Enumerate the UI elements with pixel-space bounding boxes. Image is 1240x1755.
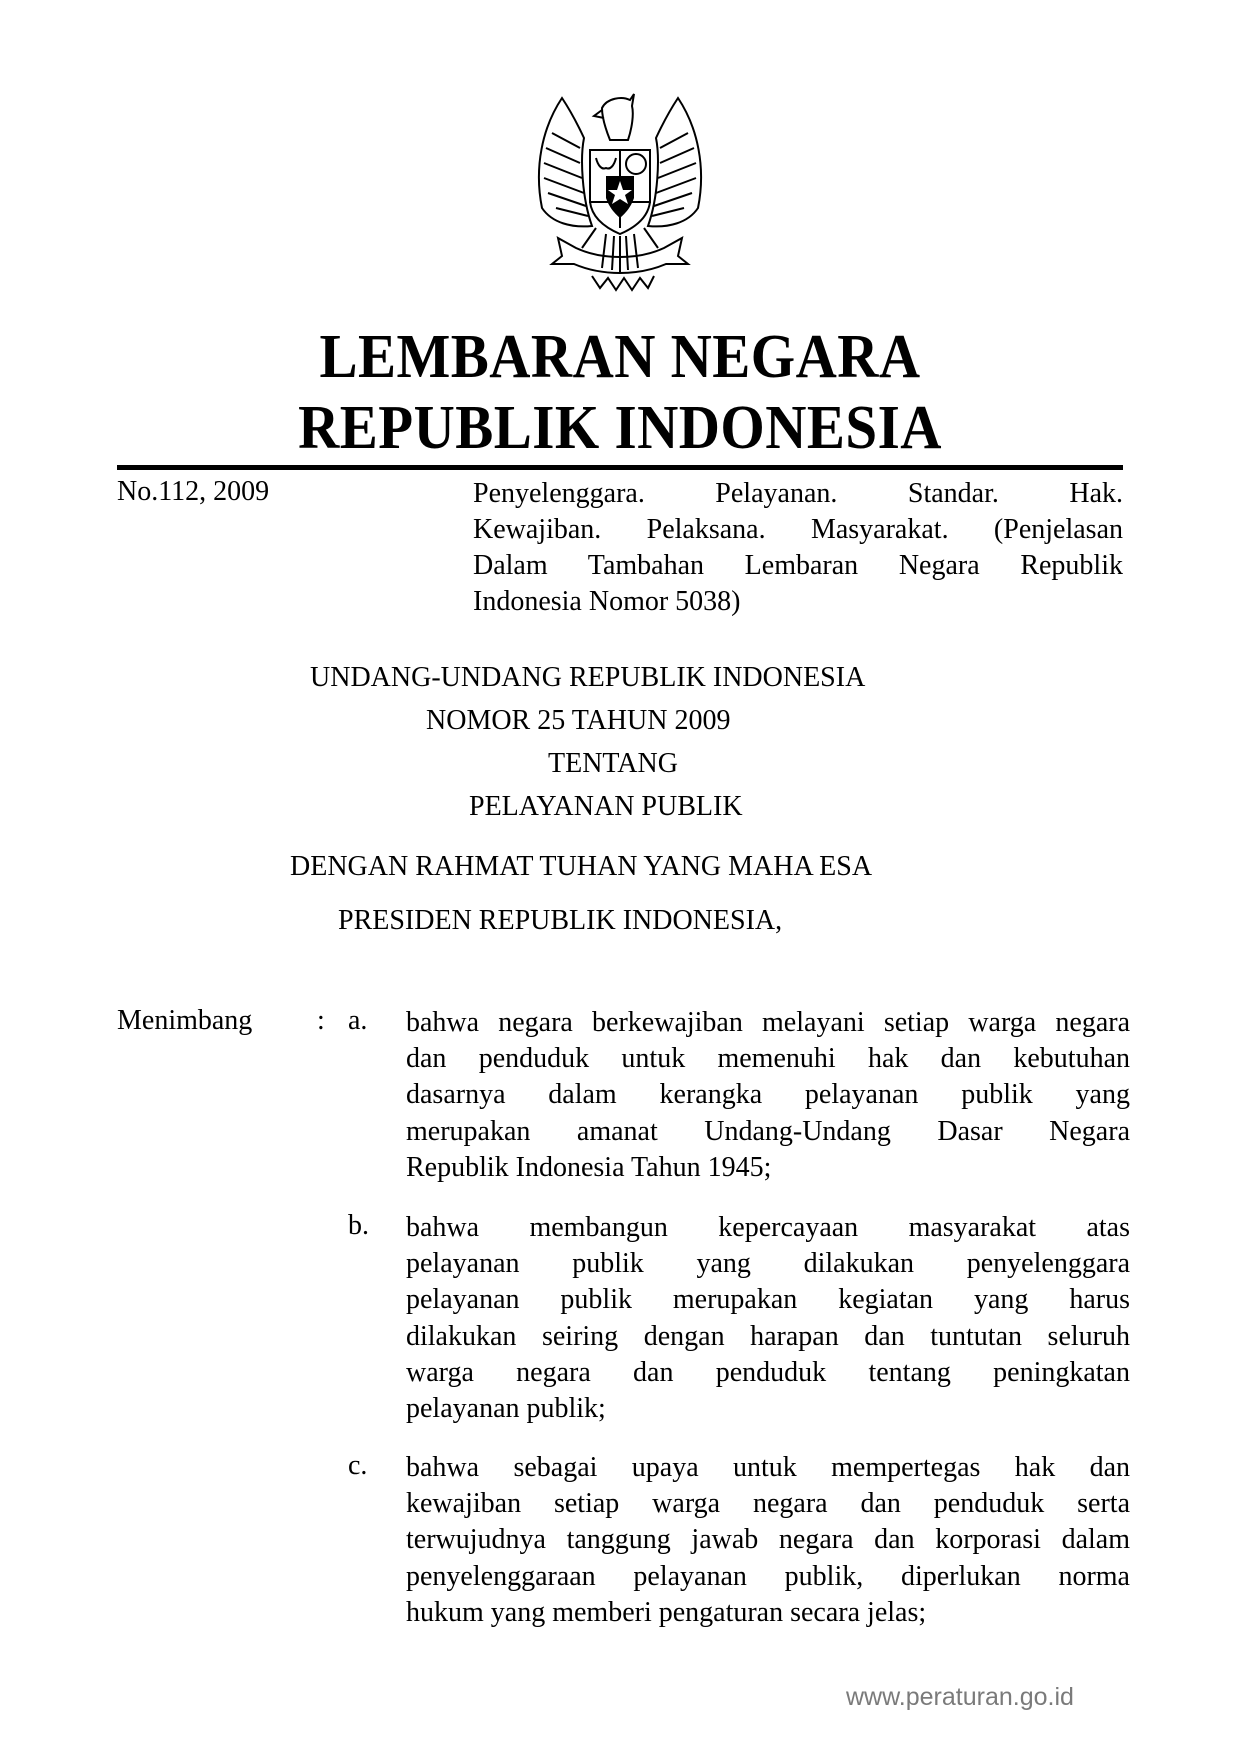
garuda-emblem-icon: [522, 88, 718, 298]
issuer: PRESIDEN REPUBLIK INDONESIA,: [338, 905, 783, 936]
item-line: dan penduduk untuk memenuhi hak dan kebutuhan: [406, 1043, 1130, 1075]
subject-line: Indonesia Nomor 5038): [473, 586, 741, 617]
consideration-item-c: [406, 1450, 1130, 1631]
item-line: terwujudnya tanggung jawab negara dan korporasi dalam: [406, 1524, 1130, 1556]
law-type: UNDANG-UNDANG REPUBLIK INDONESIA: [310, 662, 866, 693]
item-line: hukum yang memberi pengaturan secara jelas;: [406, 1596, 927, 1628]
law-about: TENTANG: [548, 748, 678, 779]
item-line: bahwa sebagai upaya untuk mempertegas hak dan: [406, 1452, 1130, 1483]
item-line: warga negara dan penduduk tentang peningkatan: [406, 1356, 1130, 1388]
gazette-subject: [473, 476, 1123, 620]
considering-label: Menimbang: [117, 1005, 253, 1036]
invocation: DENGAN RAHMAT TUHAN YANG MAHA ESA: [290, 851, 873, 882]
item-line: dasarnya dalam kerangka pelayanan publik yang: [406, 1079, 1130, 1111]
consideration-item-a: [406, 1005, 1130, 1186]
item-letter-a: a.: [348, 1005, 368, 1036]
item-letter-c: c.: [348, 1450, 368, 1481]
item-line: dilakukan seiring dengan harapan dan tuntutan seluruh: [406, 1320, 1130, 1352]
item-letter-b: b.: [348, 1210, 369, 1241]
item-line: penyelenggaraan pelayanan publik, diperlukan norma: [406, 1560, 1130, 1592]
footer-website-link[interactable]: www.peraturan.go.id: [846, 1683, 1074, 1711]
considering-colon: :: [317, 1005, 325, 1036]
subject-line: Kewajiban. Pelaksana. Masyarakat. (Penjelasan: [473, 514, 1123, 545]
subject-line: Dalam Tambahan Lembaran Negara Republik: [473, 550, 1123, 581]
item-line: Republik Indonesia Tahun 1945;: [406, 1151, 772, 1183]
law-topic: PELAYANAN PUBLIK: [469, 791, 743, 822]
item-line: bahwa membangun kepercayaan masyarakat atas: [406, 1212, 1130, 1243]
header-divider: [117, 465, 1123, 470]
gazette-number: No.112, 2009: [117, 476, 270, 507]
gazette-title-line2: REPUBLIK INDONESIA: [298, 394, 942, 462]
item-line: pelayanan publik merupakan kegiatan yang harus: [406, 1284, 1130, 1316]
item-line: bahwa negara berkewajiban melayani setiap warga negara: [406, 1007, 1130, 1038]
gazette-title-line1: LEMBARAN NEGARA: [319, 323, 921, 391]
consideration-item-b: [406, 1210, 1130, 1427]
subject-line: Penyelenggara. Pelayanan. Standar. Hak.: [473, 478, 1123, 509]
item-line: kewajiban setiap warga negara dan penduduk serta: [406, 1488, 1130, 1520]
item-line: merupakan amanat Undang-Undang Dasar Negara: [406, 1115, 1130, 1147]
law-number: NOMOR 25 TAHUN 2009: [426, 705, 731, 736]
item-line: pelayanan publik yang dilakukan penyelenggara: [406, 1248, 1130, 1280]
item-line: pelayanan publik;: [406, 1393, 606, 1425]
